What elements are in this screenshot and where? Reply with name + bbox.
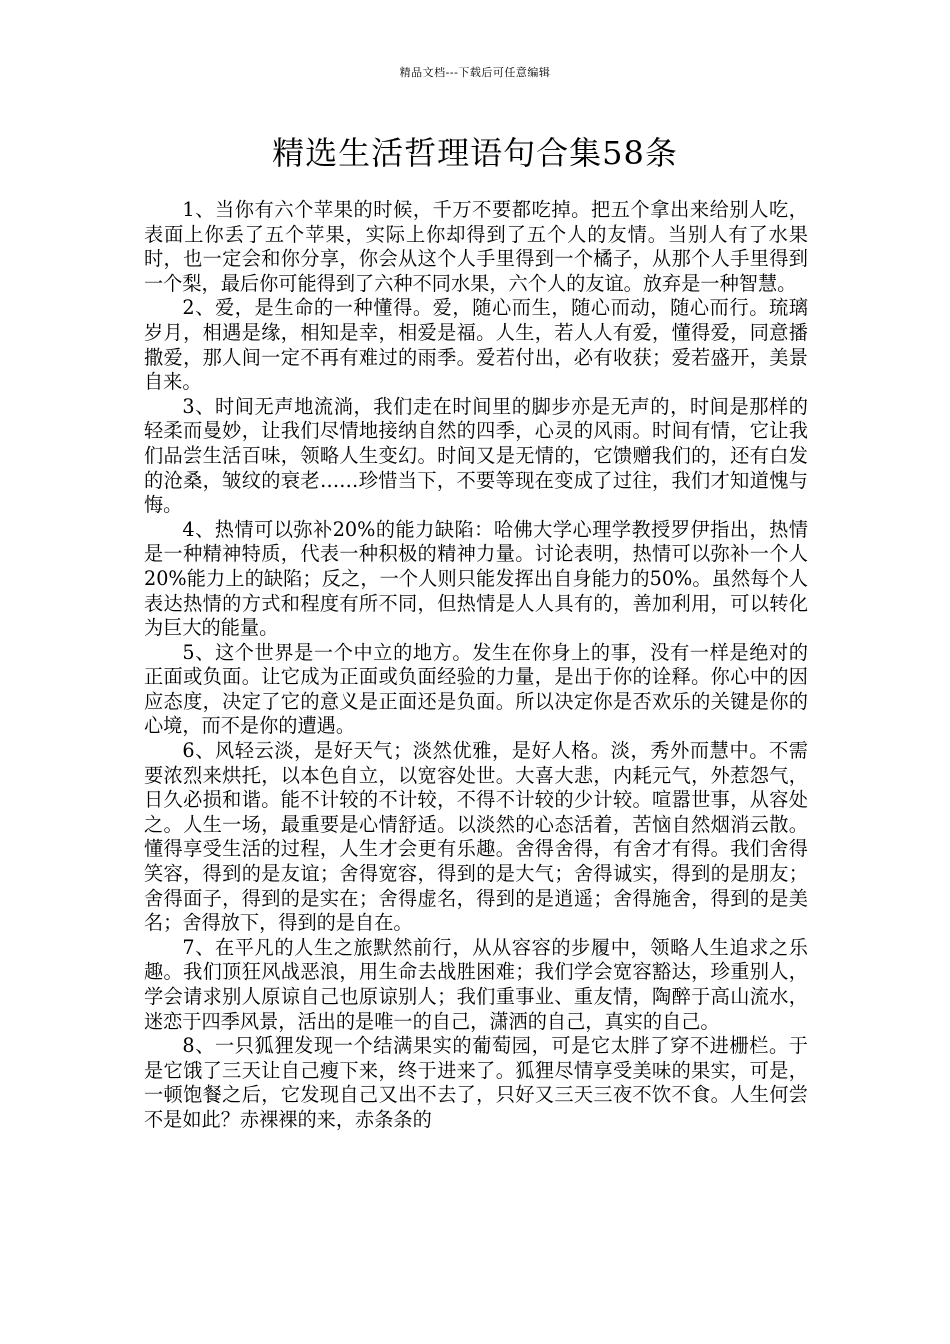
page-header: 精品文档---下载后可任意编辑 bbox=[399, 66, 551, 79]
paragraph-6: 6、风轻云淡，是好天气；淡然优雅，是好人格。淡，秀外而慧中。不需要浓烈来烘托，以本色自立，以宽容处世。大喜大悲，内耗元气，外惹怨气，日久必损和谐。能不计较的不计较，不得不计较的少计较。喧嚣世事，从容处之。人生一场，最重要是心情舒适。以淡然的心态活着，苦恼自然烟消云散。懂得享受生活的过程，人生才会更有乐趣。舍得舍得，有舍才有得。我们舍得笑容，得到的是友谊；舍得宽容，得到的是大气；舍得诚实，得到的是朋友；舍得面子，得到的是实在；舍得虚名，得到的是逍遥；舍得施舍，得到的是美名；舍得放下，得到的是自在。 bbox=[144, 739, 808, 935]
paragraph-4: 4、热情可以弥补20%的能力缺陷：哈佛大学心理学教授罗伊指出，热情是一种精神特质，代表一种积极的精神力量。讨论表明，热情可以弥补一个人20%能力上的缺陷；反之，一个人则只能发挥出自身能力的50%。虽然每个人表达热情的方式和程度有所不同，但热情是人人具有的，善加利用，可以转化为巨大的能量。 bbox=[144, 517, 808, 640]
document-body bbox=[144, 198, 808, 1133]
document-title: 精选生活哲理语句合集58条 bbox=[272, 134, 678, 172]
paragraph-8: 8、一只狐狸发现一个结满果实的葡萄园，可是它太胖了穿不进栅栏。于是它饿了三天让自己瘦下来，终于进来了。狐狸尽情享受美味的果实，可是，一顿饱餐之后，它发现自己又出不去了，只好又三天三夜不饮不食。人生何尝不是如此？赤裸裸的来，赤条条的 bbox=[144, 1034, 808, 1131]
paragraph-2: 2、爱，是生命的一种懂得。爱，随心而生，随心而动，随心而行。琉璃岁月，相遇是缘，相知是幸，相爱是福。人生，若人人有爱，懂得爱，同意播撒爱，那人间一定不再有难过的雨季。爱若付出，必有收获；爱若盛开，美景自来。 bbox=[144, 296, 808, 394]
paragraph-3: 3、时间无声地流淌，我们走在时间里的脚步亦是无声的，时间是那样的轻柔而曼妙，让我们尽情地接纳自然的四季，心灵的风雨。时间有情，它让我们品尝生活百味，领略人生变幻。时间又是无情的，它馈赠我们的，还有白发的沧桑，皱纹的衰老……珍惜当下，不要等现在变成了过往，我们才知道愧与悔。 bbox=[144, 394, 808, 517]
paragraph-1: 1、当你有六个苹果的时候，千万不要都吃掉。把五个拿出来给别人吃，表面上你丢了五个苹果，实际上你却得到了五个人的友情。当别人有了水果时，也一定会和你分享，你会从这个人手里得到一个橘子，从那个人手里得到一个梨，最后你可能得到了六种不同水果，六个人的友谊。放弃是一种智慧。 bbox=[144, 198, 808, 295]
paragraph-5: 5、这个世界是一个中立的地方。发生在你身上的事，没有一样是绝对的正面或负面。让它成为正面或负面经验的力量，是出于你的诠释。你心中的因应态度，决定了它的意义是正面还是负面。所以决定你是否欢乐的关键是你的心境，而不是你的遭遇。 bbox=[144, 640, 808, 738]
paragraph-7: 7、在平凡的人生之旅默然前行，从从容容的步履中，领略人生追求之乐趣。我们顶狂风战恶浪，用生命去战胜困难；我们学会宽容豁达，珍重别人，学会请求别人原谅自己也原谅别人；我们重事业、重友情，陶醉于高山流水，迷恋于四季风景，活出的是唯一的自己，潇洒的自己，真实的自己。 bbox=[144, 935, 808, 1033]
